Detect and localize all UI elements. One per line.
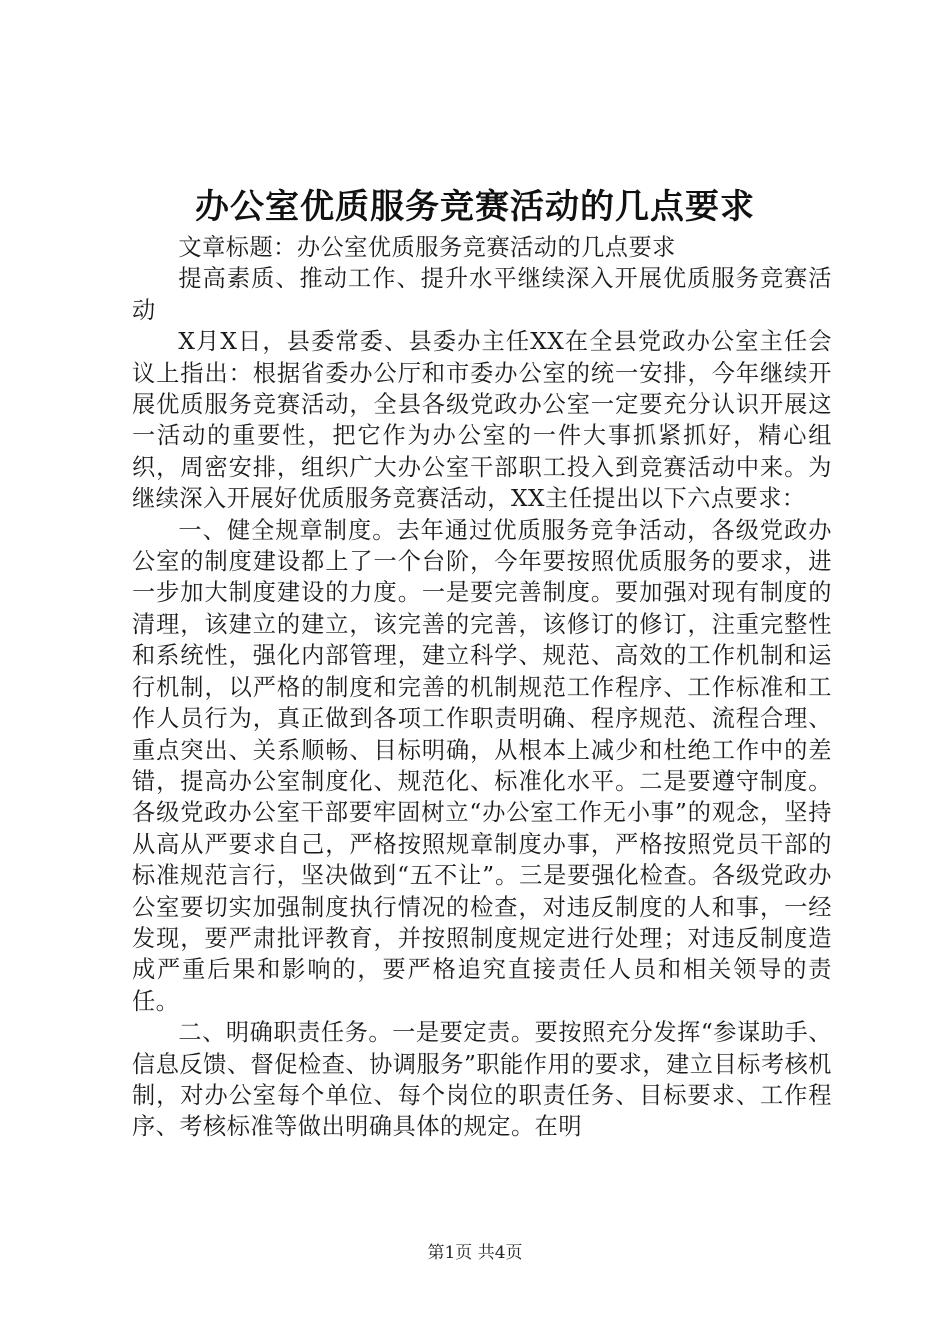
paragraph-point-one: 一、健全规章制度。去年通过优质服务竞争活动，各级党政办公室的制度建设都上了一个台阶，今年要按照优质服务的要求，进一步加大制度建设的力度。一是要完善制度。要加强对现有制度的清理，该建立的建立，该完善的完善，该修订的修订，注重完整性和系统性，强化内部管理，建立科学、规范、高效的工作机制和运行机制，以严格的制度和完善的机制规范工作程序、工作标准和工作人员行为，真正做到各项工作职责明确、程序规范、流程合理、重点突出、关系顺畅、目标明确，从根本上减少和杜绝工作中的差错，提高办公室制度化、规范化、标准化水平。二是要遵守制度。各级党政办公室干部要牢固树立“办公室工作无小事”的观念，坚持从高从严要求自己，严格按照规章制度办事，严格按照党员干部的标准规范言行，坚决做到“五不让”。三是要强化检查。各级党政办公室要切实加强制度执行情况的检查，对违反制度的人和事，一经发现，要严肃批评教育，并按照制度规定进行处理；对违反制度造成严重后果和影响的，要严格追究直接责任人员和相关领导的责任。: [132, 516, 832, 1015]
paragraph-subtitle: 提高素质、推动工作、提升水平继续深入开展优质服务竞赛活动: [132, 265, 832, 324]
paragraph-article-title: 文章标题：办公室优质服务竞赛活动的几点要求: [178, 234, 676, 261]
document-title: 办公室优质服务竞赛活动的几点要求: [195, 187, 755, 227]
paragraph-intro: X月X日，县委常委、县委办主任XX在全县党政办公室主任会议上指出：根据省委办公厅和市委办公室的统一安排，今年继续开展优质服务竞赛活动，全县各级党政办公室一定要充分认识开展这一活动的重要性，把它作为办公室的一件大事抓紧抓好，精心组织，周密安排，组织广大办公室干部职工投入到竞赛活动中来。为继续深入开展好优质服务竞赛活动，XX主任提出以下六点要求：: [132, 328, 832, 513]
document-body: [132, 232, 832, 1143]
paragraph-point-two: 二、明确职责任务。一是要定责。要按照充分发挥“参谋助手、信息反馈、督促检查、协调服务”职能作用的要求，建立目标考核机制，对办公室每个单位、每个岗位的职责任务、目标要求、工作程序、考核标准等做出明确具体的规定。在明: [132, 1019, 832, 1141]
page-footer: 第1页 共4页: [427, 1243, 523, 1263]
